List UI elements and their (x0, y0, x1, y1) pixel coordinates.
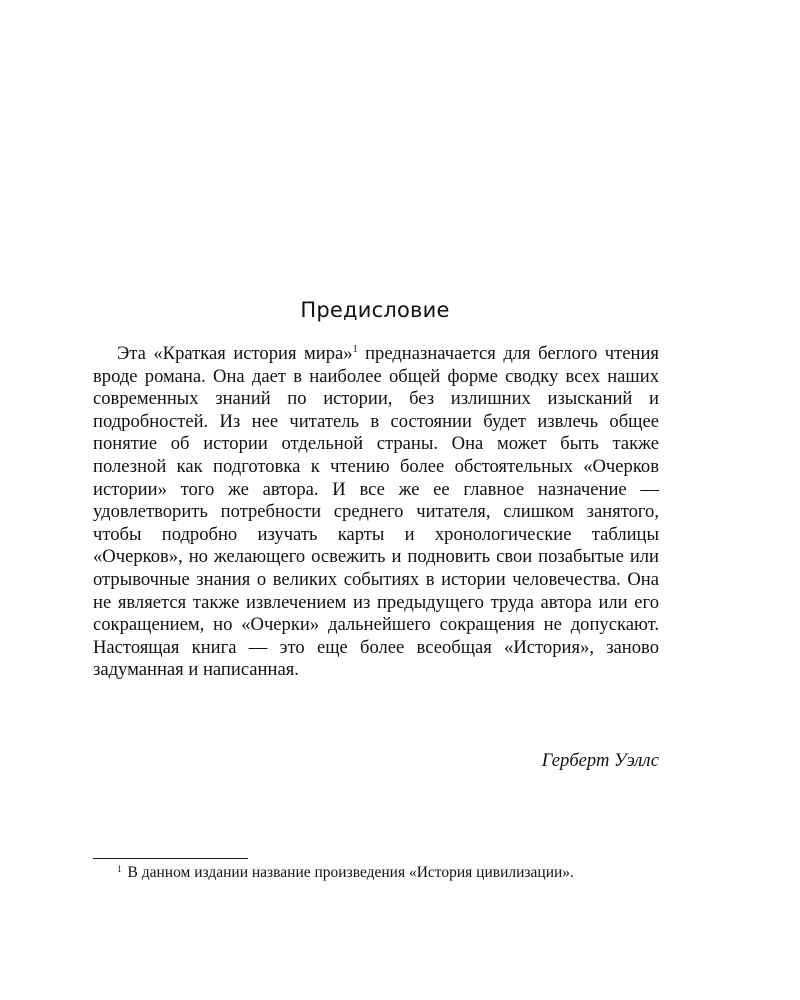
preface-body (93, 343, 659, 682)
author-signature: Герберт Уэллс (541, 750, 659, 771)
footnote-divider (93, 858, 248, 859)
paragraph-text-rest: предназначается для беглого чтения вроде романа. Она дает в наиболее общей форме сводку всех наших современных знаний по истории, без излишних изысканий и подробностей. Из нее читатель в состоянии будет извлечь общее понятие об истории отдельной страны. Она может быть также полезной как подготовка к чтению более обстоятельных «Очерков истории» того же автора. И все же ее главное назначение — удовлетворить потребности среднего читателя, слишком занятого, чтобы подробно изучать карты и хронологические таблицы «Очерков», но желающего освежить и подновить свои позабытые или отрывочные знания о великих событиях в истории человечества. Она не является также извлечением из предыдущего труда автора или его сокращением, но «Очерки» дальнейшего сокращения не допускают. Настоящая книга — это еще более всеобщая «История», заново задуманная и написанная. (93, 343, 659, 681)
footnote-reference[interactable]: 1 (352, 344, 358, 355)
footnote-text: В данном издании название произведения «История цивилизации». (127, 864, 574, 881)
preface-paragraph (93, 343, 659, 682)
footnote (93, 863, 659, 883)
footnote-mark: 1 (117, 864, 122, 874)
page-title: Предисловие (300, 298, 450, 322)
paragraph-text-start: Эта «Краткая история мира» (117, 343, 353, 364)
